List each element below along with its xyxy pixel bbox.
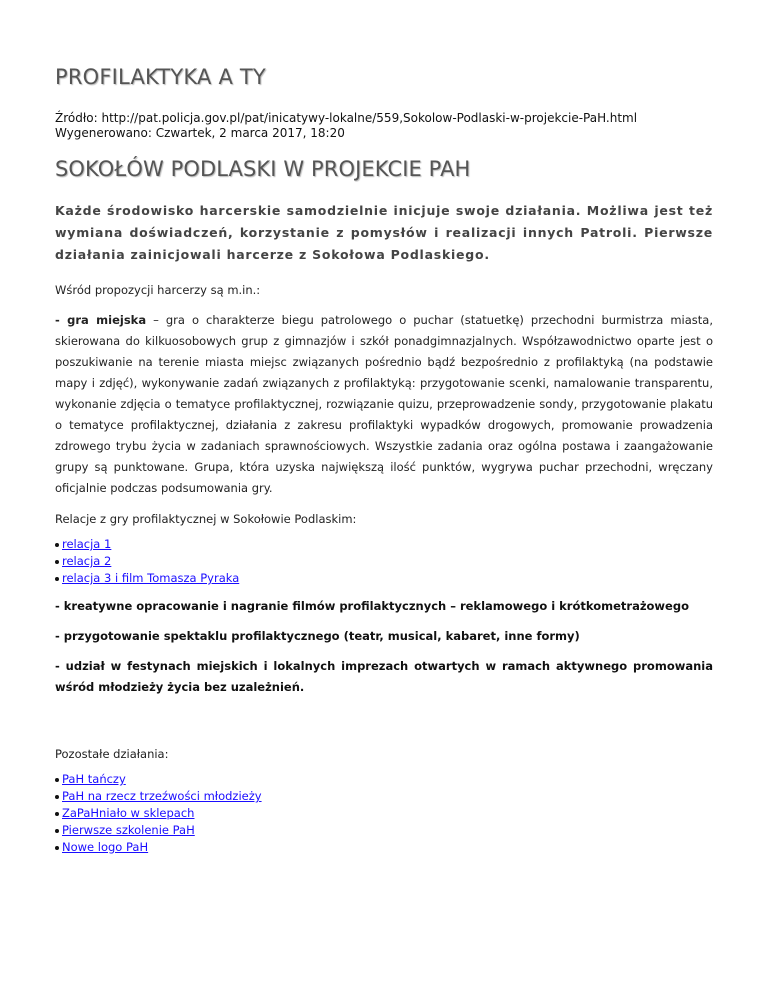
- bullet-icon: [55, 543, 59, 547]
- article-lead: Każde środowisko harcerskie samodzielnie inicjuje swoje działania. Możliwa jest też wymiana doświadczeń, korzystanie z pomysłów i realizacji innych Patroli. Pierwsze działania zainicjowali harcerze z Sokołowa Podlaskiego.: [55, 203, 713, 262]
- relacje-intro: Relacje z gry profilaktycznej w Sokołowie Podlaskim:: [55, 512, 357, 526]
- bullet-icon: [55, 846, 59, 850]
- bullet-icon: [55, 577, 59, 581]
- list-item: [55, 839, 713, 856]
- films-item: - kreatywne opracowanie i nagranie filmów profilaktycznych – reklamowego i krótkometrażowego: [55, 599, 689, 613]
- list-item: [55, 788, 713, 805]
- bullet-icon: [55, 829, 59, 833]
- list-item: [55, 822, 713, 839]
- city-game-text: – gra o charakterze biegu patrolowego o puchar (statuetkę) przechodni burmistrza miasta, skierowana do kilkuosobowych grup z gimnazjów i szkół ponadgimnazjalnych. Współzawodnictwo oparte jest o poszukiwanie na terenie miasta miejsc związanych pośrednio bądź bezpośrednio z profilaktyką (na podstawie mapy i zdjęć), wykonywanie zadań związanych z profilaktyką: przygotowanie scenki, namalowanie transparentu, wykonanie zdjęcia o tematyce profilaktycznej, rozwiązanie quizu, przeprowadzenie sondy, przygotowanie plakatu o tematyce profilaktycznej, działania z zakresu profilaktyki wypadków drogowych, promowanie prowadzenia zdrowego trybu życia w zadaniach sprawnościowych. Wszystkie zadania oraz ogólna postawa i zaangażowanie grupy są punktowane. Grupa, która uzyska największą ilość punktów, wygrywa puchar przechodni, wręczany oficjalnie podczas podsumowania gry.: [55, 313, 713, 495]
- nowe-logo-link[interactable]: Nowe logo PaH: [62, 840, 149, 854]
- spectacle-item: - przygotowanie spektaklu profilaktycznego (teatr, musical, kabaret, inne formy): [55, 629, 580, 643]
- bullet-icon: [55, 778, 59, 782]
- relacja-1-link[interactable]: relacja 1: [62, 537, 112, 551]
- other-activities-list: [55, 771, 713, 856]
- proposals-intro: Wśród propozycji harcerzy są m.in.:: [55, 283, 261, 297]
- site-title: PROFILAKTYKA A TY: [55, 65, 266, 89]
- list-item: [55, 553, 713, 570]
- relacje-list: [55, 536, 713, 587]
- list-item: [55, 570, 713, 587]
- generated-line: Wygenerowano: Czwartek, 2 marca 2017, 18:20: [55, 126, 345, 140]
- pierwsze-szkolenie-link[interactable]: Pierwsze szkolenie PaH: [62, 823, 195, 837]
- city-game-label: - gra miejska: [55, 313, 147, 327]
- festivals-item: - udział w festynach miejskich i lokalnych imprezach otwartych w ramach aktywnego promowania wśród młodzieży życia bez uzależnień.: [55, 659, 713, 694]
- city-game-paragraph: [55, 310, 713, 499]
- relacja-3-link[interactable]: relacja 3 i film Tomasza Pyraka: [62, 571, 240, 585]
- list-item: [55, 805, 713, 822]
- list-item: [55, 771, 713, 788]
- source-line: Źródło: http://pat.policja.gov.pl/pat/inicatywy-lokalne/559,Sokolow-Podlaski-w-projekcie-PaH.html: [55, 111, 638, 125]
- bullet-icon: [55, 560, 59, 564]
- article-title: SOKOŁÓW PODLASKI W PROJEKCIE PAH: [55, 157, 471, 181]
- pah-tanczy-link[interactable]: PaH tańczy: [62, 772, 126, 786]
- pah-trzezwosc-link[interactable]: PaH na rzecz trzeźwości młodzieży: [62, 789, 262, 803]
- bullet-icon: [55, 812, 59, 816]
- bullet-icon: [55, 795, 59, 799]
- meta-info: [55, 111, 713, 141]
- zapahnialo-link[interactable]: ZaPaHniało w sklepach: [62, 806, 195, 820]
- list-item: [55, 536, 713, 553]
- other-activities-intro: Pozostałe działania:: [55, 747, 169, 761]
- relacja-2-link[interactable]: relacja 2: [62, 554, 112, 568]
